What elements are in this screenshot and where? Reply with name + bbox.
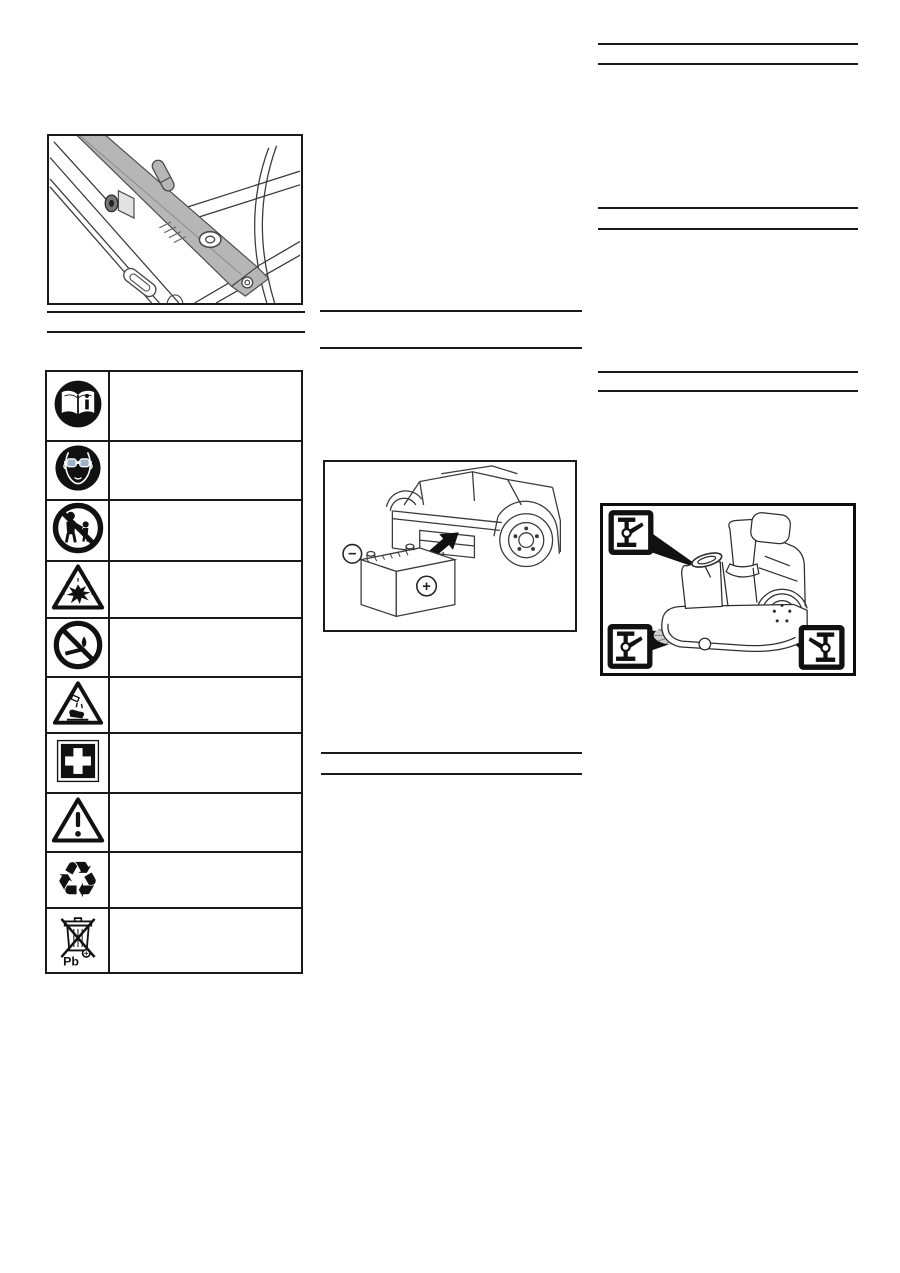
table-row <box>46 677 302 733</box>
table-row <box>46 500 302 561</box>
safety-symbol-table <box>45 370 303 974</box>
table-row <box>46 793 302 852</box>
section-rule <box>47 311 305 313</box>
symbol-description <box>109 677 302 733</box>
read-operating-instructions-icon <box>51 377 105 431</box>
symbol-description <box>109 908 302 973</box>
table-row <box>46 618 302 677</box>
section-rule <box>598 228 858 230</box>
minus-label: − <box>348 546 357 563</box>
symbol-description <box>109 852 302 908</box>
no-domestic-waste-lead-battery-icon <box>53 909 103 967</box>
battery <box>361 544 455 616</box>
battery-installation-drawing <box>325 462 575 630</box>
fire-open-flame-smoking-prohibited-icon <box>52 619 104 671</box>
section-rule <box>320 310 582 312</box>
first-aid-icon <box>53 736 103 786</box>
lead-label: Pb <box>62 954 79 967</box>
table-row <box>46 908 302 973</box>
section-rule <box>320 347 582 349</box>
section-rule <box>321 752 582 754</box>
table-row <box>46 441 302 500</box>
symbol-description <box>109 441 302 500</box>
section-rule <box>598 390 858 392</box>
section-rule <box>598 207 858 209</box>
lubrication-points-figure <box>600 503 856 676</box>
symbol-description <box>109 371 302 441</box>
symbol-description <box>109 618 302 677</box>
plus-label: + <box>422 579 431 596</box>
battery-installation-figure <box>323 460 577 632</box>
fastening-rail-detail-figure <box>47 134 303 305</box>
table-row <box>46 733 302 793</box>
table-row <box>46 852 302 908</box>
warning-icon <box>51 795 105 845</box>
symbol-description <box>109 793 302 852</box>
section-rule <box>321 773 582 775</box>
symbol-description <box>109 733 302 793</box>
recycling-icon: ♻ <box>55 852 100 908</box>
section-rule <box>598 43 858 45</box>
keep-children-away-icon <box>51 501 105 555</box>
section-rule <box>598 371 858 373</box>
explosion-hazard-icon <box>51 562 105 612</box>
section-rule <box>598 63 858 65</box>
symbol-description <box>109 561 302 618</box>
symbol-description <box>109 500 302 561</box>
table-row <box>46 561 302 618</box>
wear-eye-protection-icon <box>52 442 104 494</box>
section-rule <box>47 331 305 333</box>
lubrication-points-drawing <box>603 506 853 673</box>
fastening-rail-detail-drawing <box>49 136 301 303</box>
washer <box>199 232 220 248</box>
table-row <box>46 371 302 441</box>
acid-corrosion-hazard-icon <box>52 679 104 727</box>
